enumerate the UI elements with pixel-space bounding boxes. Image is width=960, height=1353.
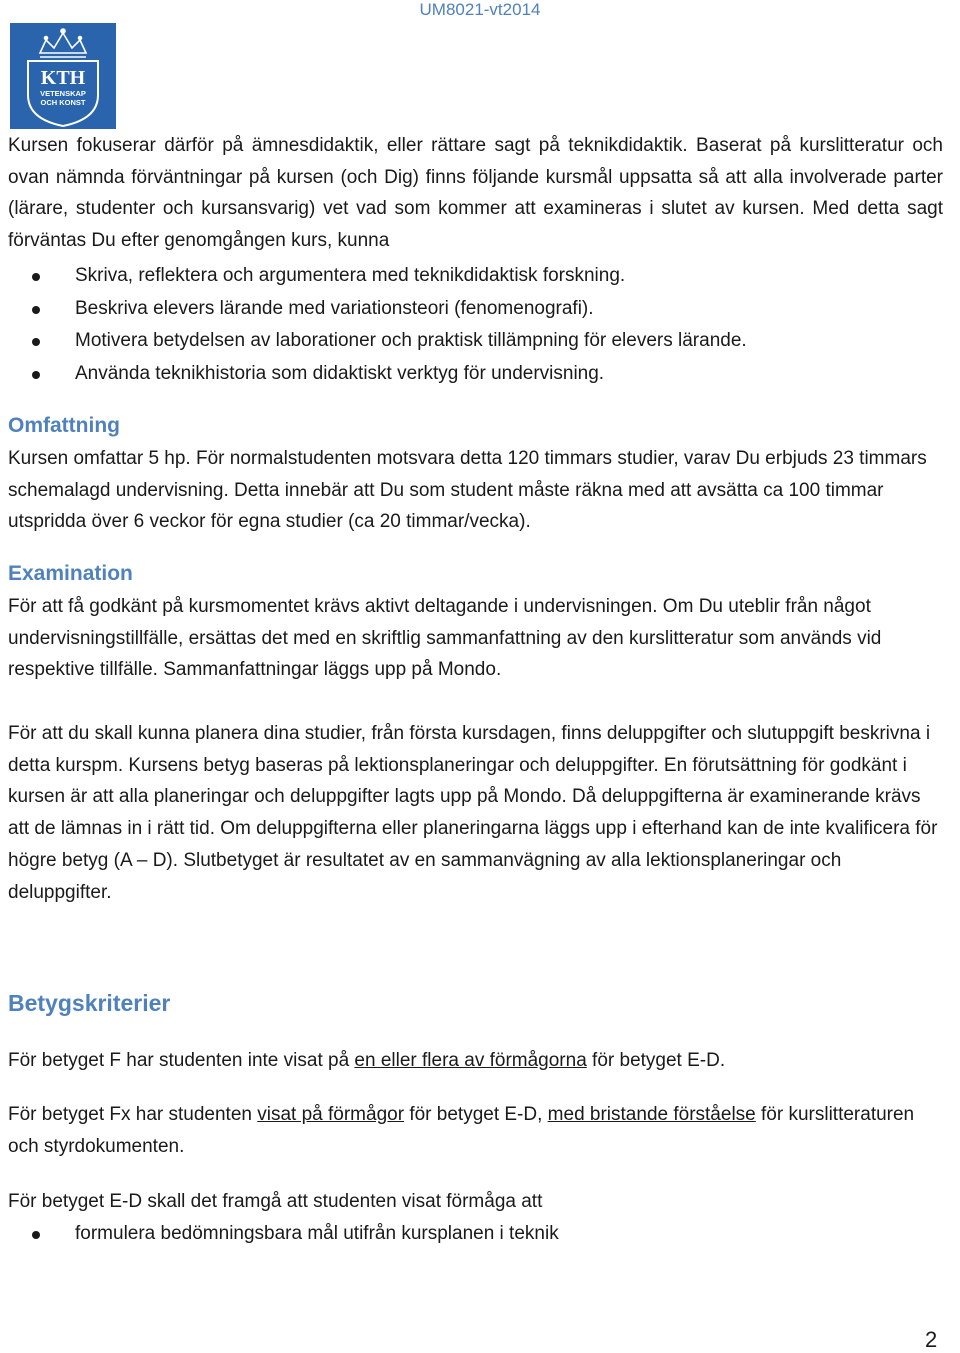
intro-paragraph: Kursen fokuserar därför på ämnesdidaktik, eller rättare sagt på teknikdidaktik. Baserat på kurslitteratur och ovan nämnda förväntningar på kursen (och Dig) finns följande kursmål uppsatta så att alla involverade parter (lärare, studenter och kursansvarig) vet vad som kommer att examineras i slutet av kursen. Med detta sagt förväntas Du efter genomgången kurs, kunna — [8, 135, 943, 252]
kth-crest-icon — [10, 23, 116, 129]
grade-f-underlined-text: en eller flera av förmågorna — [354, 1050, 587, 1071]
heading-omfattning: Omfattning — [8, 414, 120, 437]
list-item: Skriva, reflektera och argumentera med teknikdidaktisk forskning. — [8, 260, 943, 293]
grade-fx-paragraph — [8, 1099, 943, 1162]
grade-fx-text-start: För betyget Fx har studenten — [8, 1104, 258, 1125]
heading-betygskriterier: Betygskriterier — [8, 990, 171, 1016]
svg-text:VETENSKAP: VETENSKAP — [40, 89, 86, 98]
grade-f-text-end: för betyget E-D. — [586, 1050, 726, 1071]
grade-fx-text-end: för kurslitteraturen och styrdokumenten. — [8, 1104, 915, 1157]
grade-f-paragraph — [8, 1045, 943, 1077]
list-item: Motivera betydelsen av laborationer och praktisk tillämpning för elevers lärande. — [8, 325, 943, 358]
list-item: Använda teknikhistoria som didaktiskt verktyg för undervisning. — [8, 358, 943, 391]
grade-ed-intro: För betyget E-D skall det framgå att studenten visat förmåga att — [8, 1191, 543, 1212]
course-goals-list — [8, 260, 943, 390]
scope-paragraph: Kursen omfattar 5 hp. För normalstudenten motsvara detta 120 timmars studier, varav Du erbjuds 23 timmars schemalagd undervisning. Detta innebär att Du som student måste räkna med att avsätta ca 100 timmar utspridda över 6 veckor för egna studier (ca 20 timmar/vecka). — [8, 448, 927, 533]
grade-fx-underlined-text-2: med bristande förståelse — [547, 1104, 756, 1125]
course-code-header: UM8021-vt2014 — [419, 0, 541, 19]
grade-fx-underlined-text-1: visat på förmågor — [257, 1104, 405, 1125]
list-item: Beskriva elevers lärande med variationsteori (fenomenografi). — [8, 293, 943, 326]
examination-paragraph-2: För att du skall kunna planera dina studier, från första kursdagen, finns deluppgifter och slutuppgift beskrivna i detta kurspm. Kursens betyg baseras på lektionsplaneringar och deluppgifter. En förutsättning för godkänt i kursen är att alla planeringar och deluppgifter lagts upp på Mondo. Då deluppgifterna är examinerande krävs att de lämnas in i rätt tid. Om deluppgifterna eller planeringarna läggs upp i efterhand kan de inte kvalificera för högre betyg (A – D). Slutbetyget är resultatet av en sammanvägning av alla lektionsplaneringar och deluppgifter. — [8, 723, 938, 903]
examination-paragraph-1: För att få godkänt på kursmomentet krävs aktivt deltagande i undervisningen. Om Du uteblir från något undervisningstillfälle, ersättas det med en skriftlig sammanfattning av den kurslitteratur som används vid respektive tillfälle. Sammanfattningar läggs upp på Mondo. — [8, 596, 882, 681]
grade-f-text-start: För betyget F har studenten inte visat på — [8, 1050, 355, 1071]
kth-logo — [10, 23, 116, 129]
svg-text:OCH KONST: OCH KONST — [40, 98, 86, 107]
heading-examination: Examination — [8, 562, 133, 585]
svg-text:KTH: KTH — [40, 67, 86, 89]
list-item: formulera bedömningsbara mål utifrån kursplanen i teknik — [8, 1218, 943, 1251]
page-number: 2 — [925, 1327, 938, 1352]
grade-ed-list — [8, 1218, 943, 1251]
grade-fx-text-middle: för betyget E-D, — [404, 1104, 548, 1125]
